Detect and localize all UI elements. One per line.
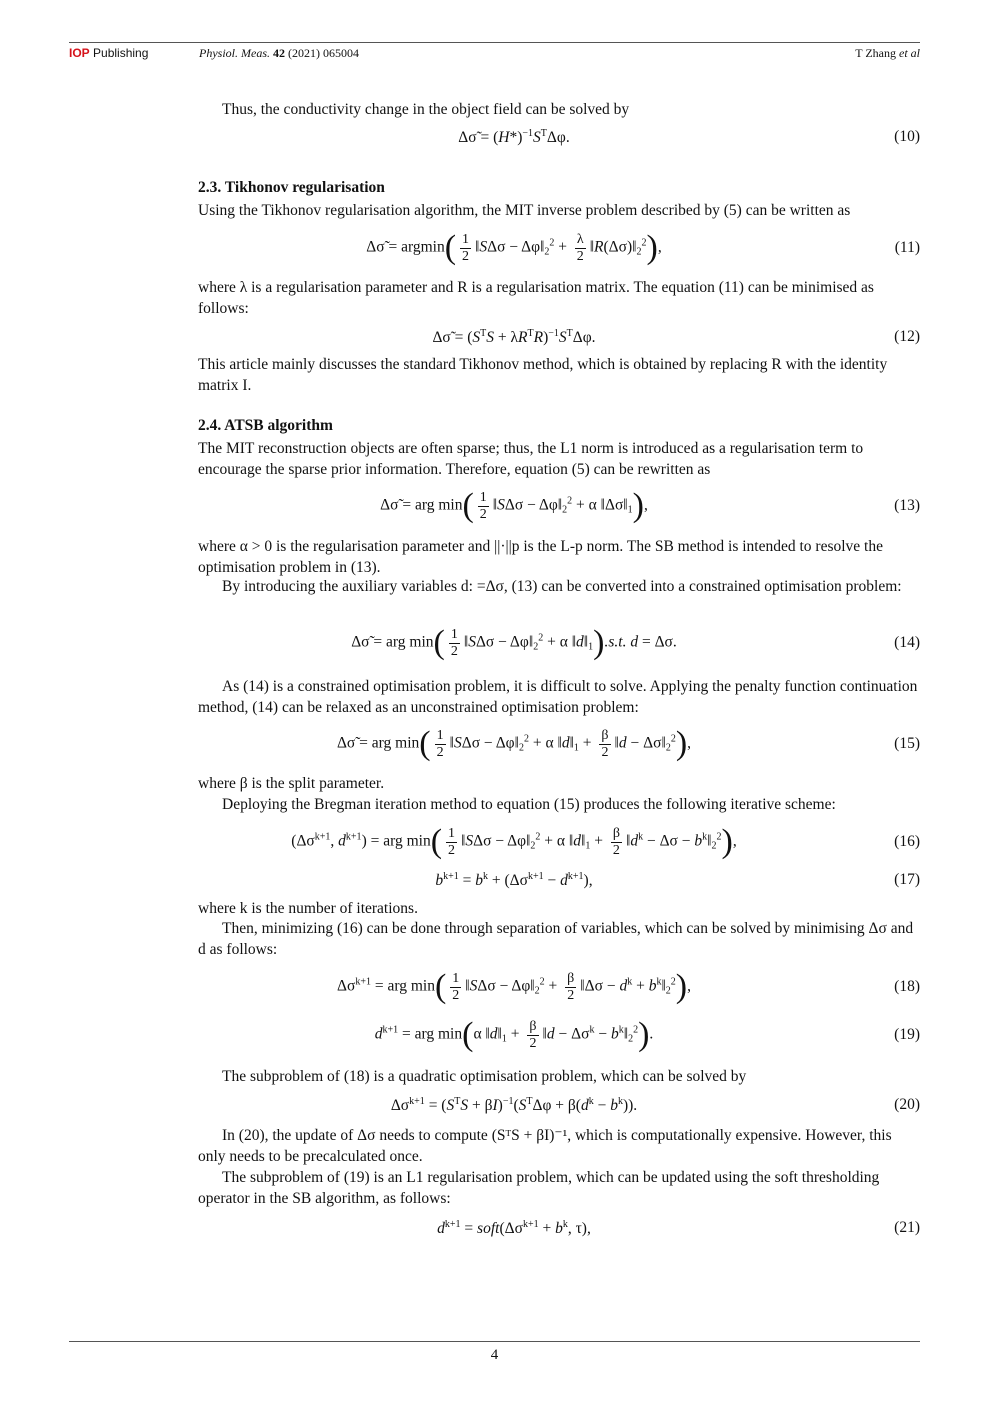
equation-13: Δσ̃ = arg min( $\frac{1}{2}$ ‖SΔσ − $\Delta\varphi‖_2^2 + \alpha$ $‖\Delta\sigma‖_1$), (13)	[380, 487, 920, 524]
paragraph-11: where k is the number of iterations.	[198, 900, 418, 917]
equation-12: Δσ̃ = $(S^TS + \lambda R^TR)^{-1}S^T\Delta\varphi$. (12)	[432, 327, 920, 346]
equation-11: Δσ̃ = argmin( $\frac{1}{2}$ ‖SΔσ − $\Delta\varphi‖_2^2$ + $\frac{\lambda}{2}$ $‖R(\Delta\sigma)‖_2^2$), (11)	[366, 229, 920, 266]
paragraph-6: where α > 0 is the regularisation parameter and ||·||p is the L-p norm. The SB method is intended to resolve the optimisation problem in (13).	[198, 538, 883, 576]
section-heading-2-4: 2.4. ATSB algorithm	[198, 417, 333, 434]
equation-15: Δσ̃ = arg min( $\frac{1}{2}$ ‖SΔσ − $\Delta\varphi‖_2^2 + \alpha$ $‖d‖_1$ + $\frac{\beta}{2}$ ‖d − $\Delta\sigma‖_2^2$), (15)	[336, 725, 920, 762]
paragraph-1: Thus, the conductivity change in the object field can be solved by	[222, 101, 630, 118]
paragraph-5: The MIT reconstruction objects are often sparse; thus, the L1 norm is introduced as a regularisation term to encourage the sparse prior information. Therefore, equation (5) can be rewritten as	[198, 440, 864, 478]
equation-20: $\Delta\sigma^{k+1} = (S^TS + \beta I)^{-1}(S^T\Delta\varphi + \beta(d^k - b^k))$. (20)	[390, 1095, 920, 1114]
paragraph-12: Then, minimizing (16) can be done through separation of variables, which can be solved by minimising Δσ and d as follows:	[198, 920, 914, 958]
section-heading-2-3: 2.3. Tikhonov regularisation	[198, 179, 385, 196]
paragraph-9: where β is the split parameter.	[198, 775, 385, 792]
paragraph-3: where λ is a regularisation parameter and R is a regularisation matrix. The equation (11) can be minimised as follows:	[198, 279, 874, 317]
paragraph-7: By introducing the auxiliary variables d: =Δσ, (13) can be converted into a constrained optimisation problem:	[222, 578, 902, 595]
running-header	[69, 42, 920, 66]
paragraph-4: This article mainly discusses the standard Tikhonov method, which is obtained by replacing R with the identity matrix I.	[198, 356, 888, 394]
paragraph-15: The subproblem of (19) is an L1 regularisation problem, which can be updated using the soft thresholding operator in the SB algorithm, as follows:	[198, 1169, 880, 1207]
equation-10: Δσ̃ = $(H*)^{-1}S^T\Delta\varphi$. (10)	[458, 127, 920, 146]
equation-18: $\Delta\sigma^{k+1}$ = arg min( $\frac{1}{2}$ ‖SΔσ − $\Delta\varphi‖_2^2$ + $\frac{\beta}{2}$ ‖Δσ − $d^k$ + $b^k‖_2^2$), (18)	[337, 968, 920, 1005]
equation-16: ($\Delta\sigma^{k+1}$, $d^{k+1}$) = arg min( $\frac{1}{2}$ ‖SΔσ − $\Delta\varphi‖_2^2 + \alpha$ $‖d‖_1$ + $\frac{\beta}{2}$ $‖d^k - \Delta\sigma$ − $b^k‖_2^2$), (16)	[291, 823, 920, 860]
equation-19: $d^{k+1}$ = arg min(α $‖d‖_1$ + $\frac{\beta}{2}$ ‖d − $\Delta\sigma^k$ − $b^k‖_2^2$). (19)	[374, 1016, 920, 1053]
paragraph-13: The subproblem of (18) is a quadratic optimisation problem, which can be solved by	[222, 1068, 747, 1085]
paragraph-10: Deploying the Bregman iteration method to equation (15) produces the following iterative scheme:	[222, 796, 836, 813]
publisher-logo: IOP Publishing	[69, 46, 149, 60]
page-number: 4	[490, 1347, 499, 1363]
paragraph-2: Using the Tikhonov regularisation algorithm, the MIT inverse problem described by (5) can be written as	[198, 202, 851, 219]
equation-21: $d^{k+1}$ = $soft(\Delta\sigma^{k+1} + b^k$, τ), (21)	[437, 1218, 920, 1237]
paragraph-14: In (20), the update of Δσ needs to compute (SᵀS + βI)⁻¹, which is computationally expensive. However, this only needs to be precalculated once.	[198, 1127, 892, 1165]
paragraph-8: As (14) is a constrained optimisation problem, it is difficult to solve. Applying the penalty function continuation method, (14) can be relaxed as an unconstrained optimisation problem:	[198, 678, 918, 716]
equation-14: Δσ̃ = arg min( $\frac{1}{2}$ ‖SΔσ − $\Delta\varphi‖_2^2 + \alpha$ $‖d‖_1).s.t$. d = Δσ. (14)	[351, 624, 920, 661]
footer-rule	[69, 1341, 920, 1342]
header-author: T Zhang et al	[855, 46, 920, 60]
equation-17: $b^{k+1} = b^k + (\Delta\sigma^{k+1} - d^{k+1})$, (17)	[435, 870, 920, 889]
journal-citation: Physiol. Meas. 42 (2021) 065004	[199, 46, 359, 60]
